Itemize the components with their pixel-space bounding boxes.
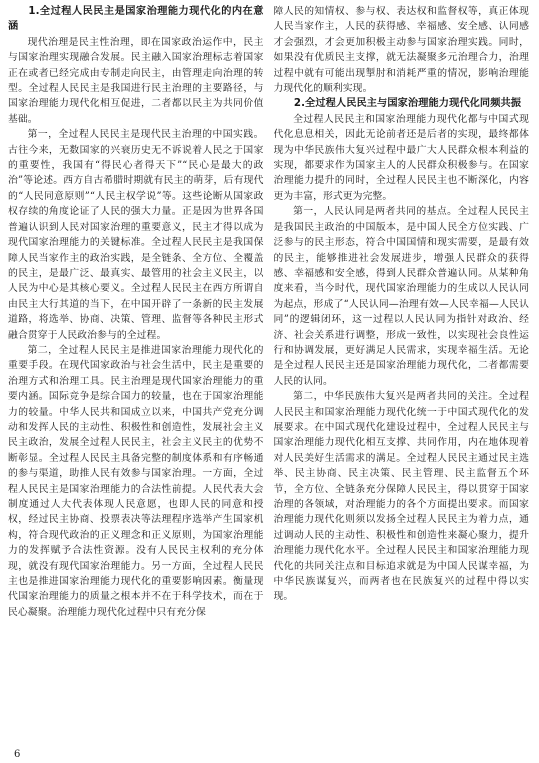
page-number: 6 xyxy=(14,749,21,760)
paragraph: 第二，全过程人民民主是推进国家治理能力现代化的重要手段。在现代国家政治与社会生活中，民主是重要的治理方式和治理工具。民主治理是现代国家治理能力的重要内涵。国际竞争是综合国力的较量，也在于国家治理能力的较量。中华人民共和国成立以来，中国共产党充分调动和发挥人民的主动性、积极性和创造性，发展社会主义民主政治，发展全过程人民民主，社会主义民主的优势不断彰显。全过程人民民主具备完整的制度体系和有序畅通的参与渠道，助推人民有效参与国家治理。一方面，全过程人民民主是国家治理能力的合法性前提。人民代表大会制度通过人大代表体现人民意愿，也即人民的同意和授权，经过民主协商、投票表决等法理程序选举产生国家机构，符合现代政治的正义理念和正义原则，为国家治理能力的发挥赋予合法性资源。没有人民民主权利的充分体现，就没有现代国家治理能力。另一方面，全过程人民民主也是推进国家治理能力现代化的重要影响因素。衡量现代国家治理能力的质量之根本并不在于科学技术，而在于民心凝聚。治理能力现代化过程中只有充分保 xyxy=(8,344,264,618)
right-column xyxy=(274,4,530,745)
section-heading-2: 2.全过程人民民主与国家治理能力现代化同频共振 xyxy=(293,98,522,110)
paragraph: 第二，中华民族伟大复兴是两者共同的关注。全过程人民民主和国家治理能力现代化统一于中国式现代化的发展要求。在中国式现代化建设过程中，全过程人民民主与国家治理能力现代化相互支撑、共同作用，内在地体现着对人民美好生活需求的满足。全过程人民民主通过民主选举、民主协商、民主决策、民主管理、民主监督五个环节，全方位、全链条充分保障人民民主，得以贯穿于国家治理的各领域，对治理能力的各个方面提出要求。而国家治理能力现代化则须以发扬全过程人民民主为着力点，通过调动人民的主动性、积极性和创造性来凝心聚力，提升治理能力现代化水平。全过程人民民主和国家治理能力现代化的共同关注点和目标追求就是为中国人民谋幸福，为中华民族谋复兴，而两者也在民族复兴的过程中得以实现。 xyxy=(273,391,529,603)
two-column-body xyxy=(8,4,529,745)
section-heading-1: 1.全过程人民民主是国家治理能力现代化的内在意涵 xyxy=(8,6,264,33)
paragraph: 全过程人民民主和国家治理能力现代化都与中国式现代化息息相关，因此无论前者还是后者的实现，最终都体现为中华民族伟大复兴过程中最广大人民群众根本利益的实现，都要求作为国家主人的人民群众积极参与。在国家治理能力提升的同时，全过程人民民主也不断深化，内容更为丰富，形式更为完整。 xyxy=(273,113,529,202)
paragraph: 现代治理是民主性治理，即在国家政治运作中，民主与国家治理实现融合发展。民主融入国家治理标志着国家正在或者已经完成由专制走向民主，由管理走向治理的转型。全过程人民民主是我国进行民主治理的主要路径，与国家治理能力现代化相互促进，二者都以民主为共同价值基础。 xyxy=(8,36,264,125)
paragraph: 第一，人民认同是两者共同的基点。全过程人民民主是我国民主政治的中国版本，是中国人民全方位实践、广泛参与的民主形态，符合中国国情和现实需要，是最有效的民主，能够推进社会发展进步，增强人民群众的获得感、幸福感和安全感，得到人民群众普遍认同。从某种角度来看，当今时代，现代国家治理能力的生成以人民认同为起点，形成了“人民认同—治理有效—人民幸福—人民认同”的逻辑闭环，这一过程以人民认同为指针对政治、经济、社会关系进行调整，形成一致性，以实现社会良性运行和协调发展，更好满足人民需求，实现幸福生活。无论是全过程人民民主还是国家治理能力现代化，二者都需要人民的认同。 xyxy=(273,206,529,387)
left-column xyxy=(8,4,264,745)
paragraph: 障人民的知情权、参与权、表达权和监督权等，真正体现人民当家作主，人民的获得感、幸福感、安全感、认同感才会强烈，才会更加积极主动参与国家治理实践。同时，如果没有优质民主支撑，就无法凝聚多元治理合力，治理过程中就有可能出现掣肘和消耗严重的情况，影响治理能力现代化的顺利实现。 xyxy=(273,6,529,95)
paragraph: 第一，全过程人民民主是现代民主治理的中国实践。古往今来，无数国家的兴衰历史无不诉说着人民之于国家的重要性，我国有“得民心者得天下”“民心是最大的政治”等论述。西方自古希腊时期就有民主的萌芽，后有现代的“人民同意原则”“人民主权学说”等。这些论断从国家政权存续的角度论证了人民的强大力量。正是因为世界各国普遍认识到人民对国家治理的重要意义，民主才得以成为现代国家治理能力的关键标准。全过程人民民主是我国保障人民当家作主的政治实践，是全链条、全方位、全覆盖的民主，是最广泛、最真实、最管用的社会主义民主，以人民为中心是其核心要义。全过程人民民主在西方所谓自由民主大行其道的当下，在中国开辟了一条新的民主发展道路，将选举、协商、决策、管理、监督等各种民主形式融合贯穿于人民政治参与的全过程。 xyxy=(8,129,264,341)
